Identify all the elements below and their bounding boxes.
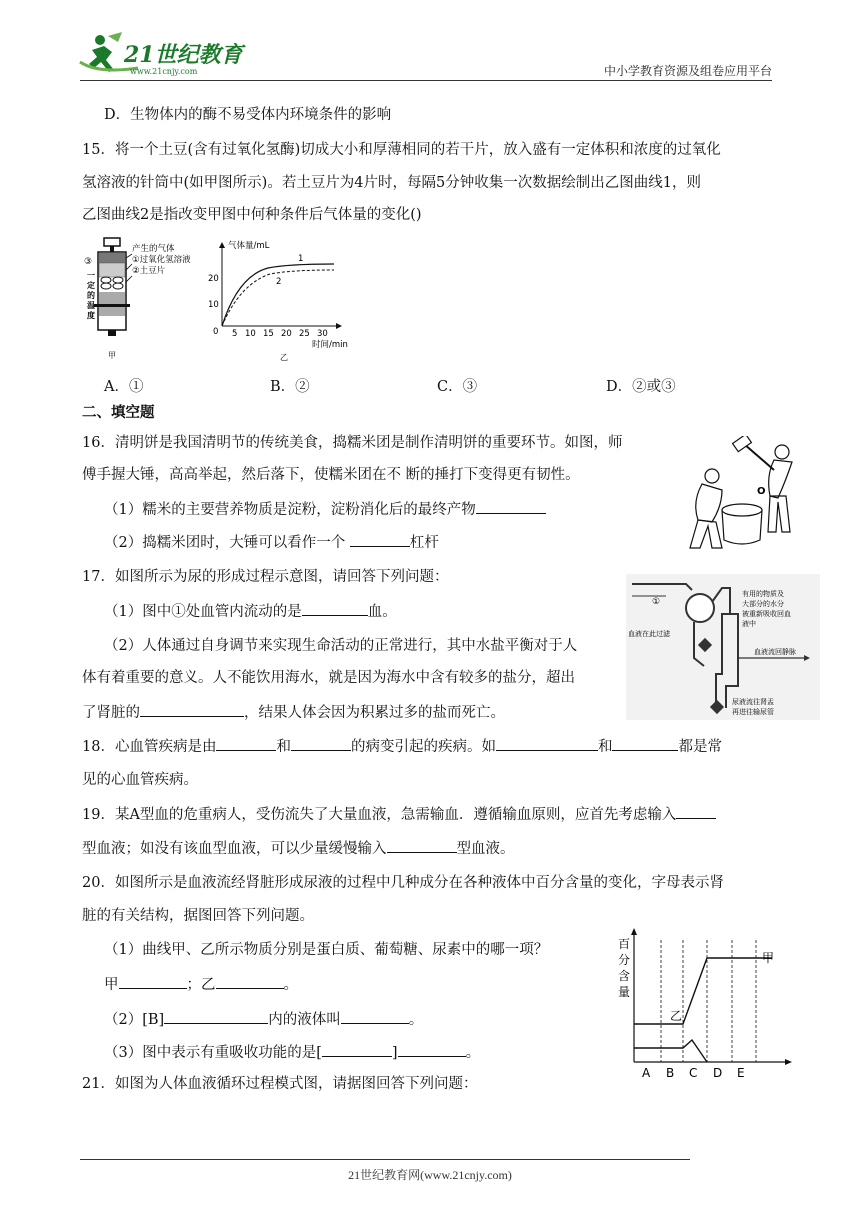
q19-line1-text: 19．某A型血的危重病人，受伤流失了大量血液，急需输血．遵循输血原则，应首先考虑输入 <box>82 807 677 823</box>
xtick-30: 30 <box>317 329 328 339</box>
q19-line2-text: 型血液；如没有该血型血液，可以少量缓慢输入 <box>82 841 387 857</box>
q16-line1: 16．清明饼是我国清明节的传统美食，捣糯米团是制作清明饼的重要环节。如图，师 <box>82 435 623 451</box>
label-reabsorb-2: 大部分的水分 <box>742 600 784 608</box>
label-reabsorb-3: 被重新吸收回血 <box>742 610 791 618</box>
q20-blank-fluid[interactable] <box>341 1009 409 1024</box>
q17-blank-2[interactable] <box>140 702 244 717</box>
site-logo <box>78 30 258 78</box>
label-gas: 产生的气体 <box>132 244 175 254</box>
xtick-5: 5 <box>232 329 238 339</box>
label-urine-1: 尿液流往肾盂 <box>732 698 774 706</box>
label-jia: 甲 <box>762 951 775 965</box>
q20-blank-jia[interactable] <box>119 974 187 989</box>
q18-blank-2[interactable] <box>291 736 351 751</box>
q20-sub2-end: 。 <box>408 1012 424 1028</box>
q20-blank-yi[interactable] <box>216 974 284 989</box>
temp-char-4: 温 <box>87 301 95 310</box>
xlabel-c: C <box>689 1066 698 1080</box>
temp-char-3: 的 <box>87 291 95 300</box>
xlabel-d: D <box>713 1066 723 1080</box>
footer-text: 21世纪教育网(www.21cnjy.com) <box>348 1168 512 1182</box>
q20-sub2 <box>104 1009 423 1030</box>
q18-text-a: 18．心血管疾病是由 <box>82 739 217 755</box>
figure-kidney-chart <box>612 920 792 1080</box>
q17-sub2-line3-end: ，结果人体会因为积累过多的盐而死亡。 <box>244 705 505 721</box>
q15-line2: 氢溶液的针筒中(如甲图所示)。若土豆片为4片时，每隔5分钟收集一次数据绘制出乙图曲线1，则 <box>82 175 701 191</box>
ytick-20: 20 <box>208 274 219 284</box>
q16-sub2-text: （2）捣糯米团时，大锤可以看作一个 <box>104 535 350 551</box>
platform-name: 中小学教育资源及组卷应用平台 <box>603 64 772 78</box>
label-solution: ①过氧化氢溶液 <box>132 255 191 265</box>
q20-sub3 <box>104 1042 480 1063</box>
q18-blank-3[interactable] <box>496 736 598 751</box>
xtick-20: 20 <box>281 329 292 339</box>
label-urine-2: 再进往输尿管 <box>732 708 774 716</box>
temp-char-1: 一 <box>87 271 95 280</box>
chart-origin: 0 <box>213 327 219 337</box>
label-filter: 血液在此过滤 <box>628 630 670 638</box>
q17-sub2-line3 <box>82 702 505 723</box>
q18-blank-1[interactable] <box>216 736 276 751</box>
caption-yi: 乙 <box>280 353 288 362</box>
q18-line1 <box>82 736 722 757</box>
q17-sub2-line3-text: 了肾脏的 <box>82 705 140 721</box>
q16-line2: 傅手握大锤，高高举起，然后落下，使糯米团在不 断的捶打下变得更有韧性。 <box>82 467 580 483</box>
ylabel-1: 百 <box>618 937 631 951</box>
q16-blank-2[interactable] <box>350 532 410 547</box>
q20-line2: 脏的有关结构，据图回答下列问题。 <box>82 908 314 924</box>
q19-blank-2[interactable] <box>387 838 457 853</box>
figure-syringe <box>84 236 214 366</box>
q17-sub1 <box>104 601 397 622</box>
xtick-10: 10 <box>245 329 256 339</box>
ylabel-3: 含 <box>618 969 631 983</box>
figure-gas-chart <box>208 236 348 366</box>
q17-blank-1[interactable] <box>302 601 368 616</box>
q14-option-d: D．生物体内的酶不易受体内环境条件的影响 <box>104 107 392 123</box>
q20-sub2-mid: 内的液体叫 <box>268 1012 341 1028</box>
q15-line1: 15．将一个土豆(含有过氧化氢酶)切成大小和厚薄相同的若干片，放入盛有一定体积和浓度的过氧化 <box>82 142 721 158</box>
pivot-label: O <box>757 486 766 497</box>
curve-jia <box>634 958 772 1024</box>
q20-sub3-mid: ] <box>391 1045 398 1061</box>
q15-line3: 乙图曲线2是指改变甲图中何种条件后气体量的变化() <box>82 207 422 223</box>
q18-text-c: 的病变引起的疾病。如 <box>350 739 496 755</box>
temp-char-2: 定 <box>87 281 95 290</box>
curve-yi <box>634 1040 707 1062</box>
q16-blank-1[interactable] <box>476 499 546 514</box>
q20-sub1-answers <box>104 974 298 995</box>
q18-blank-4[interactable] <box>612 736 678 751</box>
q20-jia-label: 甲 <box>104 977 119 993</box>
xlabel-e: E <box>737 1066 745 1080</box>
ylabel-4: 量 <box>618 985 631 999</box>
chart-xlabel: 时间/min <box>312 340 348 350</box>
q20-yi-label: ；乙 <box>186 977 216 993</box>
q17-sub1-end: 血。 <box>367 604 397 620</box>
ylabel-2: 分 <box>618 953 631 967</box>
q20-blank-name[interactable] <box>398 1042 466 1057</box>
figure-rice-pounding <box>682 436 806 554</box>
q19-blank-1[interactable] <box>676 804 716 819</box>
label-potato: ②土豆片 <box>132 266 166 276</box>
label-reabsorb-1: 有用的物质及 <box>742 590 784 598</box>
q20-sub1: （1）曲线甲、乙所示物质分别是蛋白质、葡萄糖、尿素中的哪一项？ <box>104 942 549 958</box>
q20-sub3-text: （3）图中表示有重吸收功能的是[ <box>104 1045 322 1061</box>
q16-sub1 <box>104 499 546 520</box>
curve1-label: 1 <box>298 254 304 264</box>
q18-text-e: 都是常 <box>678 739 722 755</box>
caption-jia: 甲 <box>108 351 116 360</box>
q15-option-d[interactable]: D．②或③ <box>606 379 676 395</box>
q20-blank-b[interactable] <box>164 1009 268 1024</box>
q15-option-b[interactable]: B．② <box>270 379 310 395</box>
q16-sub2 <box>104 532 439 553</box>
q19-line1 <box>82 804 716 825</box>
xtick-15: 15 <box>263 329 274 339</box>
q16-sub1-text: （1）糯米的主要营养物质是淀粉，淀粉消化后的最终产物 <box>104 502 476 518</box>
footer-divider <box>80 1159 690 1160</box>
q17-sub2-line2: 体有着重要的意义。人不能饮用海水，就是因为海水中含有较多的盐分，超出 <box>82 670 575 686</box>
label-return: 血液流回静脉 <box>754 648 796 656</box>
q18-text-d: 和 <box>597 739 613 755</box>
q20-sub1-end: 。 <box>283 977 298 993</box>
xlabel-b: B <box>666 1066 675 1080</box>
section-title: 二、填空题 <box>82 405 155 421</box>
curve2-label: 2 <box>276 277 282 287</box>
q17-sub2-line1: （2）人体通过自身调节来实现生命活动的正常进行，其中水盐平衡对于人 <box>104 638 578 654</box>
q19-line2-end: 型血液。 <box>456 841 515 857</box>
q20-line1: 20．如图所示是血液流经肾脏形成尿液的过程中几种成分在各种液体中百分含量的变化，字母表示肾 <box>82 875 724 891</box>
q20-sub2-text: （2）[B] <box>104 1012 165 1028</box>
ytick-10: 10 <box>208 300 219 310</box>
figure-nephron <box>626 574 820 720</box>
q18-line2: 见的心血管疾病。 <box>82 772 198 788</box>
q16-sub2-end: 杠杆 <box>409 535 439 551</box>
marker-1: ① <box>652 597 661 607</box>
q21-line1: 21．如图为人体血液循环过程模式图，请据图回答下列问题： <box>82 1076 478 1092</box>
q19-line2 <box>82 838 515 859</box>
logo-text: 21世纪教育 <box>124 42 243 68</box>
label-reabsorb-4: 液中 <box>742 620 756 628</box>
q15-option-c[interactable]: C．③ <box>437 379 478 395</box>
q18-text-b: 和 <box>276 739 291 755</box>
q20-blank-struct[interactable] <box>322 1042 392 1057</box>
header-divider <box>80 80 772 81</box>
temp-char-5: 度 <box>87 311 95 320</box>
logo-url: www.21cnjy.com <box>130 67 198 76</box>
q15-option-a[interactable]: A．① <box>104 379 144 395</box>
label-temp-marker: ③ <box>84 257 93 267</box>
label-yi: 乙 <box>670 1009 683 1023</box>
chart-ylabel: 气体量/mL <box>228 241 270 251</box>
xtick-25: 25 <box>299 329 310 339</box>
q17-line1: 17．如图所示为尿的形成过程示意图，请回答下列问题： <box>82 569 449 585</box>
curve-1 <box>222 264 334 326</box>
q20-sub3-end: 。 <box>465 1045 481 1061</box>
q17-sub1-text: （1）图中①处血管内流动的是 <box>104 604 302 620</box>
xlabel-a: A <box>642 1066 651 1080</box>
